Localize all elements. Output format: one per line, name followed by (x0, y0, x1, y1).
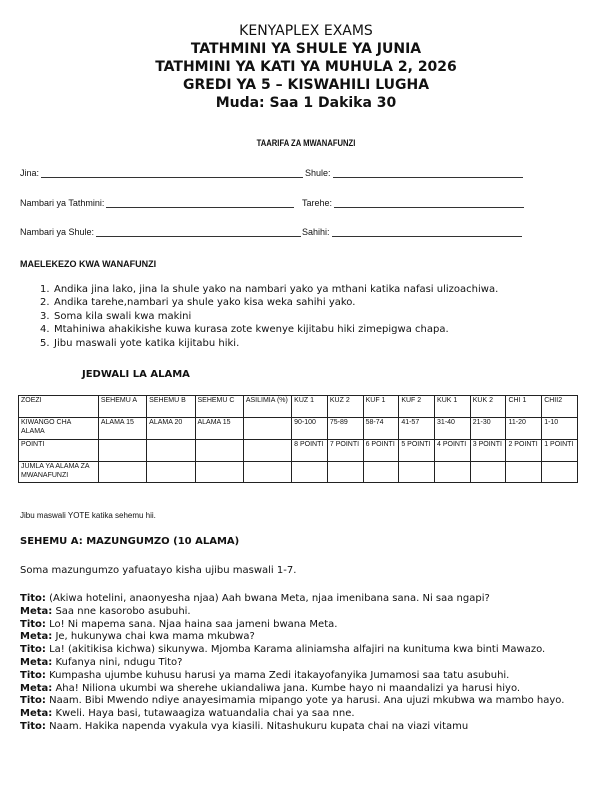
table-cell[interactable] (243, 440, 291, 462)
dialogue-line (20, 670, 592, 683)
section-instruction: Soma mazungumzo yafuatayo kisha ujibu maswali 1-7. (20, 565, 297, 576)
exam-subtitle: TATHMINI YA KATI YA MUHULA 2, 2026 (155, 59, 457, 75)
table-cell: ASILIMIA (%) (243, 396, 291, 418)
school-label: Shule: (305, 168, 331, 178)
table-cell: ZOEZI (19, 396, 99, 418)
table-cell[interactable] (399, 462, 435, 483)
dialogue-line (20, 657, 592, 670)
utterance: Kumpasha ujumbe kuhusu harusi ya mama Zedi itakayofanyika Jumamosi saa tatu asubuhi. (45, 669, 510, 681)
score-table-title: JEDWALI LA ALAMA (82, 369, 190, 380)
table-cell: 2 POINTI (506, 440, 542, 462)
table-cell: ALAMA 15 (195, 418, 243, 440)
table-cell: SEHEMU B (147, 396, 195, 418)
table-row (19, 396, 578, 418)
speaker: Tito: (20, 618, 46, 630)
dialogue (20, 593, 592, 734)
table-cell[interactable] (243, 418, 291, 440)
dialogue-line (20, 631, 592, 644)
table-cell[interactable] (147, 462, 195, 483)
speaker: Meta: (20, 631, 53, 643)
signature-label: Sahihi: (302, 227, 330, 237)
table-row (19, 418, 578, 440)
table-cell: KUF 1 (363, 396, 399, 418)
speaker: Meta: (20, 682, 53, 694)
instruction-item: 5. Jibu maswali yote katika kijitabu hiki. (40, 337, 240, 349)
table-cell: 21-30 (470, 418, 506, 440)
school-line[interactable] (333, 168, 523, 178)
instruction-item: 3. Soma kila swali kwa makini (40, 310, 192, 322)
table-cell[interactable] (363, 462, 399, 483)
instructions-title: MAELEKEZO KWA WANAFUNZI (20, 259, 157, 269)
table-cell[interactable] (195, 462, 243, 483)
student-info-title: TAARIFA ZA MWANAFUNZI (256, 138, 356, 148)
field-row-school-signature (20, 227, 580, 241)
instructions-list (40, 283, 580, 350)
utterance: Kweli. Haya basi, tutawaagiza watuandalia chai ya saa nne. (52, 708, 355, 720)
table-cell: 3 POINTI (470, 440, 506, 462)
table-cell: KUZ 2 (327, 396, 363, 418)
table-cell: CHII2 (542, 396, 578, 418)
school-number-label: Nambari ya Shule: (20, 227, 95, 237)
instruction-item: 4. Mtahiniwa ahakikishe kuwa kurasa zote kwenye kijitabu hiki zimepigwa chapa. (40, 324, 449, 336)
signature-field[interactable] (302, 227, 522, 237)
school-number-field[interactable] (20, 227, 301, 237)
utterance: Aha! Niliona ukumbi wa sherehe ukiandaliwa jana. Kumbe hayo ni maandalizi ya harusi hiyo. (52, 682, 521, 694)
table-cell: 8 POINTI (292, 440, 328, 462)
utterance: (Akiwa hotelini, anaonyesha njaa) Aah bwana Meta, njaa imenibana sana. Ni saa ngapi? (45, 593, 490, 604)
table-cell: 58-74 (363, 418, 399, 440)
dialogue-line (20, 721, 592, 734)
assessment-number-field[interactable] (20, 198, 294, 208)
table-cell[interactable] (147, 440, 195, 462)
date-field[interactable] (302, 198, 524, 208)
table-cell: SEHEMU A (98, 396, 146, 418)
school-field[interactable] (305, 168, 523, 178)
table-cell: 6 POINTI (363, 440, 399, 462)
table-cell: CHI 1 (506, 396, 542, 418)
grade-subject: GREDI YA 5 – KISWAHILI LUGHA (182, 77, 430, 93)
exam-header (0, 22, 612, 112)
utterance: Lo! Ni mapema sana. Njaa haina saa jameni bwana Meta. (45, 618, 338, 630)
table-cell: 90-100 (292, 418, 328, 440)
dialogue-line (20, 619, 592, 632)
name-field[interactable] (20, 168, 303, 178)
speaker: Meta: (20, 656, 53, 668)
field-row-assessment-date (20, 198, 580, 212)
dialogue-line (20, 593, 592, 606)
table-cell[interactable] (98, 440, 146, 462)
utterance: Naam. Hakika napenda vyakula vya kiasili. Nitashukuru kupata chai na viazi vitamu (45, 720, 469, 732)
table-cell: KUK 2 (470, 396, 506, 418)
dialogue-line (20, 695, 592, 708)
table-cell: KUK 1 (435, 396, 471, 418)
table-cell[interactable] (243, 462, 291, 483)
table-cell[interactable] (195, 440, 243, 462)
table-cell[interactable] (470, 462, 506, 483)
speaker: Tito: (20, 695, 46, 707)
dialogue-line (20, 606, 592, 619)
table-cell: 31-40 (435, 418, 471, 440)
speaker: Meta: (20, 605, 53, 617)
table-cell[interactable] (542, 462, 578, 483)
table-cell: ALAMA 20 (147, 418, 195, 440)
speaker: Tito: (20, 644, 46, 656)
answer-all-note: Jibu maswali YOTE katika sehemu hii. (20, 511, 156, 520)
table-row (19, 462, 578, 483)
assessment-number-line[interactable] (106, 198, 294, 208)
score-table (18, 395, 578, 483)
table-cell: 7 POINTI (327, 440, 363, 462)
signature-line[interactable] (332, 227, 522, 237)
instruction-item: 2. Andika tarehe,nambari ya shule yako kisa weka sahihi yako. (40, 297, 356, 309)
table-row (19, 440, 578, 462)
table-cell: KUZ 1 (292, 396, 328, 418)
table-cell: ALAMA 15 (98, 418, 146, 440)
table-cell: 5 POINTI (399, 440, 435, 462)
dialogue-line (20, 644, 592, 657)
table-cell[interactable] (327, 462, 363, 483)
name-line[interactable] (41, 168, 303, 178)
utterance: Je, hukunywa chai kwa mama mkubwa? (52, 631, 255, 643)
table-cell: JUMLA YA ALAMA ZA MWANAFUNZI (19, 462, 99, 483)
table-cell: 11-20 (506, 418, 542, 440)
table-cell: 41-57 (399, 418, 435, 440)
table-cell: KUF 2 (399, 396, 435, 418)
table-cell: KIWANGO CHA ALAMA (19, 418, 99, 440)
table-cell: 1 POINTI (542, 440, 578, 462)
utterance: La! (akitikisa kichwa) sikunywa. Mjomba Karama aliniamsha alfajiri na kunituma kwa binti Mawazo. (45, 644, 546, 656)
dialogue-line (20, 683, 592, 696)
exam-title: TATHMINI YA SHULE YA JUNIA (190, 41, 422, 57)
section-title: SEHEMU A: MAZUNGUMZO (10 ALAMA) (20, 536, 240, 547)
school-number-line[interactable] (96, 227, 301, 237)
name-label: Jina: (20, 168, 40, 178)
speaker: Tito: (20, 593, 46, 604)
speaker: Tito: (20, 669, 46, 681)
speaker: Tito: (20, 720, 46, 732)
table-cell[interactable] (435, 462, 471, 483)
instruction-item: 1. Andika jina lako, jina la shule yako na nambari yako ya mthani katika nafasi ulizoachiwa. (40, 284, 499, 295)
speaker: Meta: (20, 708, 53, 720)
table-cell: 1-10 (542, 418, 578, 440)
date-label: Tarehe: (302, 198, 333, 208)
utterance: Naam. Bibi Mwendo ndiye anayesimamia mipango yote ya harusi. Ana ujuzi mkubwa wa mambo hayo. (45, 695, 565, 707)
assessment-number-label: Nambari ya Tathmini: (20, 198, 105, 208)
table-cell: 75-89 (327, 418, 363, 440)
utterance: Kufanya nini, ndugu Tito? (52, 656, 183, 668)
field-row-name-school (20, 168, 580, 182)
table-cell: 4 POINTI (435, 440, 471, 462)
dialogue-line (20, 708, 592, 721)
org-name: KENYAPLEX EXAMS (239, 23, 373, 39)
table-cell: POINTI (19, 440, 99, 462)
table-cell[interactable] (292, 462, 328, 483)
table-cell: SEHEMU C (195, 396, 243, 418)
exam-duration: Muda: Saa 1 Dakika 30 (215, 95, 397, 111)
utterance: Saa nne kasorobo asubuhi. (52, 605, 191, 617)
table-cell[interactable] (98, 462, 146, 483)
table-cell[interactable] (506, 462, 542, 483)
date-line[interactable] (334, 198, 524, 208)
